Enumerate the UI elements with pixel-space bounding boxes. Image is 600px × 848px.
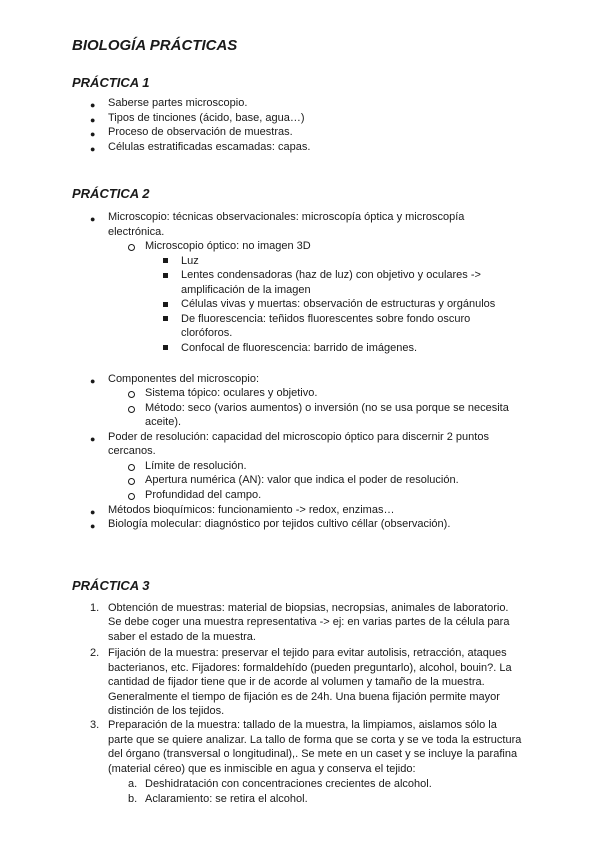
list-item-continuation: aceite). — [145, 416, 182, 428]
bullet-icon: ● — [90, 434, 96, 444]
list-item-continuation: bacterianos, etc. Fijadores: formaldehído (pueden preguntarlo), alcohol, bouin?. La — [108, 662, 512, 674]
circle-bullet-icon — [128, 493, 135, 500]
list-item: Aclaramiento: se retira el alcohol. — [145, 793, 308, 805]
list-item: Obtención de muestras: material de biopsias, necropsias, animales de laboratorio. — [108, 602, 509, 614]
list-item-continuation: cloróforos. — [181, 327, 233, 339]
square-bullet-icon — [163, 273, 168, 278]
list-number: 2. — [90, 647, 100, 659]
section-heading-practica-3: PRÁCTICA 3 — [72, 578, 150, 593]
list-item: Sistema tópico: oculares y objetivo. — [145, 387, 318, 399]
list-item: Saberse partes microscopio. — [108, 97, 248, 109]
list-item-continuation: cantidad de fijador tiene que ir de acorde al volumen y tamaño de la muestra. — [108, 676, 485, 688]
list-item: Tipos de tinciones (ácido, base, agua…) — [108, 112, 305, 124]
list-number: 3. — [90, 719, 100, 731]
circle-bullet-icon — [128, 464, 135, 471]
list-item-continuation: distinción de los tejidos. — [108, 705, 225, 717]
circle-bullet-icon — [128, 478, 135, 485]
list-item-continuation: cercanos. — [108, 445, 156, 457]
list-item-continuation: Generalmente el tiempo de fijación es de 24h. Una buena fijación permite mayor — [108, 691, 500, 703]
bullet-icon: ● — [90, 100, 96, 110]
square-bullet-icon — [163, 345, 168, 350]
list-letter: b. — [128, 793, 138, 805]
bullet-icon: ● — [90, 521, 96, 531]
list-item-continuation: electrónica. — [108, 226, 165, 238]
square-bullet-icon — [163, 316, 168, 321]
list-item: Proceso de observación de muestras. — [108, 126, 293, 138]
list-item: De fluorescencia: teñidos fluorescentes sobre fondo oscuro — [181, 313, 471, 325]
list-item: Luz — [181, 255, 199, 267]
list-item: Lentes condensadoras (haz de luz) con objetivo y oculares -> — [181, 269, 481, 281]
section-heading-practica-2: PRÁCTICA 2 — [72, 186, 150, 201]
bullet-icon: ● — [90, 115, 96, 125]
list-item: Células estratificadas escamadas: capas. — [108, 141, 311, 153]
list-item: Profundidad del campo. — [145, 489, 262, 501]
list-item: Biología molecular: diagnóstico por tejidos cultivo céllar (observación). — [108, 518, 451, 530]
bullet-icon: ● — [90, 144, 96, 154]
bullet-icon: ● — [90, 129, 96, 139]
list-item: Confocal de fluorescencia: barrido de imágenes. — [181, 342, 418, 354]
list-item: Métodos bioquímicos: funcionamiento -> redox, enzimas… — [108, 504, 395, 516]
list-number: 1. — [90, 602, 100, 614]
circle-bullet-icon — [128, 244, 135, 251]
list-item: Microscopio óptico: no imagen 3D — [145, 240, 311, 252]
circle-bullet-icon — [128, 391, 135, 398]
list-item: Microscopio: técnicas observacionales: microscopía óptica y microscopía — [108, 211, 465, 223]
list-item: Preparación de la muestra: tallado de la muestra, la limpiamos, aislamos sólo la — [108, 719, 497, 731]
list-item-continuation: Se debe coger una muestra representativa -> ej: en varias partes de la célula para — [108, 616, 510, 628]
list-item-continuation: parte que se quiere analizar. La tallo de forma que se corta y se ve toda la estructura — [108, 734, 522, 746]
list-item: Células vivas y muertas: observación de estructuras y orgánulos — [181, 298, 496, 310]
list-item-continuation: saber el estado de la muestra. — [108, 631, 256, 643]
circle-bullet-icon — [128, 406, 135, 413]
list-item-continuation: amplificación de la imagen — [181, 284, 311, 296]
square-bullet-icon — [163, 258, 168, 263]
list-item: Apertura numérica (AN): valor que indica el poder de resolución. — [145, 474, 459, 486]
section-heading-practica-1: PRÁCTICA 1 — [72, 75, 150, 90]
list-item: Método: seco (varios aumentos) o inversión (no se usa porque se necesita — [145, 402, 509, 414]
list-item: Límite de resolución. — [145, 460, 247, 472]
list-item: Poder de resolución: capacidad del microscopio óptico para discernir 2 puntos — [108, 431, 489, 443]
list-item: Deshidratación con concentraciones crecientes de alcohol. — [145, 778, 432, 790]
bullet-icon: ● — [90, 507, 96, 517]
square-bullet-icon — [163, 302, 168, 307]
bullet-icon: ● — [90, 376, 96, 386]
document-title: BIOLOGÍA PRÁCTICAS — [72, 37, 238, 54]
list-item-continuation: del órgano (transversal o longitudinal),. Se mete en un caset y se incluye la parafina — [108, 748, 518, 760]
list-item: Fijación de la muestra: preservar el tejido para evitar autolisis, retracción, ataques — [108, 647, 507, 659]
list-item-continuation: (material céreo) que es inmiscible en agua y conserva el tejido: — [108, 763, 416, 775]
bullet-icon: ● — [90, 214, 96, 224]
list-item: Componentes del microscopio: — [108, 373, 260, 385]
list-letter: a. — [128, 778, 138, 790]
